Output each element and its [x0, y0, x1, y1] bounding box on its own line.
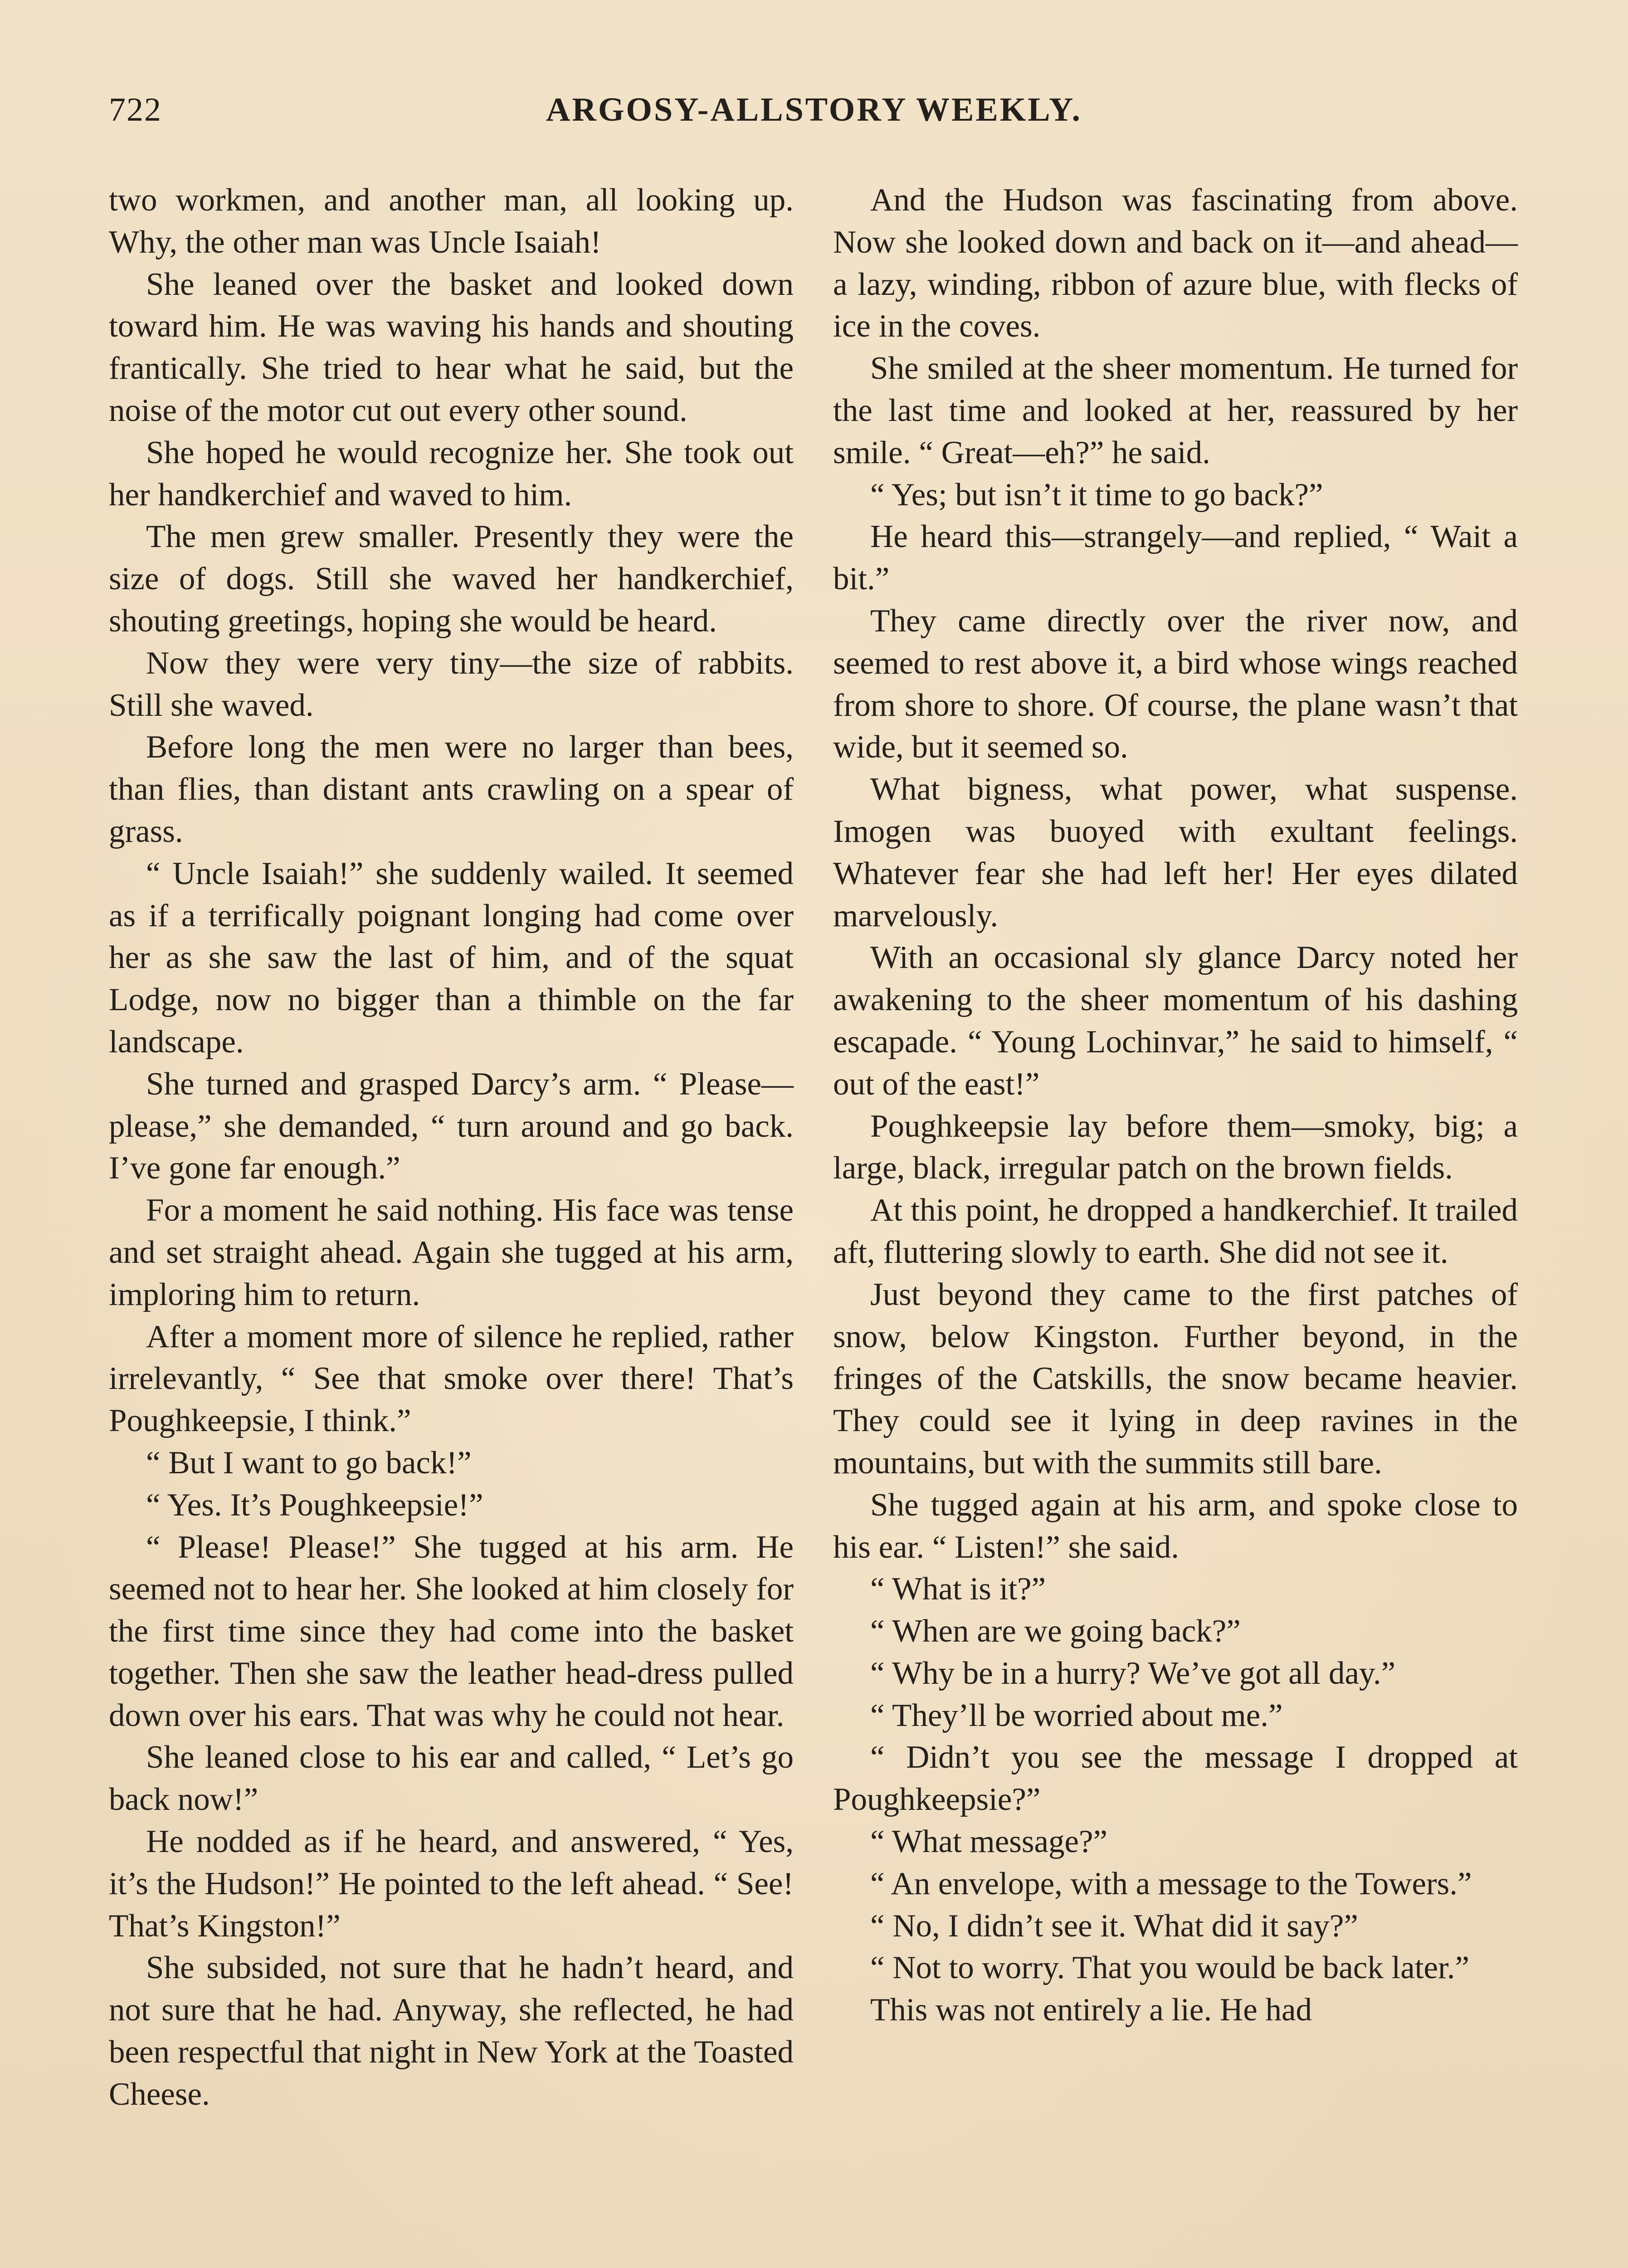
paragraph: Before long the men were no larger than bees, than flies, than distant ants crawling on a spear of grass.: [109, 729, 794, 849]
paragraph: He nodded as if he heard, and answered, “ Yes, it’s the Hudson!” He pointed to the left ahead. “ See! That’s Kingston!”: [109, 1824, 794, 1944]
paragraph: And the Hudson was fascinating from above. Now she looked down and back on it—and ahead—a lazy, winding, ribbon of azure blue, with flecks of ice in the coves.: [833, 182, 1518, 344]
paragraph: He heard this—strangely—and replied, “ Wait a bit.”: [833, 519, 1518, 597]
paragraph: “ When are we going back?”: [870, 1613, 1241, 1649]
paragraph: Now they were very tiny—the size of rabbits. Still she waved.: [109, 645, 794, 723]
paragraph: “ Not to worry. That you would be back later.”: [870, 1950, 1470, 1986]
paragraph: Poughkeepsie lay before them—smoky, big; a large, black, irregular patch on the brown fields.: [833, 1108, 1518, 1186]
paragraph: “ Yes. It’s Poughkeepsie!”: [146, 1487, 483, 1523]
paragraph: “ But I want to go back!”: [146, 1445, 472, 1481]
paragraph: After a moment more of silence he replied, rather irrelevantly, “ See that smoke over there! That’s Poughkeepsie, I think.”: [109, 1319, 794, 1439]
paragraph: She hoped he would recognize her. She took out her handkerchief and waved to him.: [109, 435, 794, 513]
paragraph: “ They’ll be worried about me.”: [870, 1697, 1283, 1733]
paragraph: “ Yes; but isn’t it time to go back?”: [870, 477, 1323, 513]
paragraph: two workmen, and another man, all looking up. Why, the other man was Uncle Isaiah!: [109, 182, 794, 260]
paragraph: This was not entirely a lie. He had: [870, 1992, 1312, 2028]
paragraph: The men grew smaller. Presently they were the size of dogs. Still she waved her handkerchief, shouting greetings, hoping she would be heard.: [109, 519, 794, 639]
paragraph: She smiled at the sheer momentum. He turned for the last time and looked at her, reassured by her smile. “ Great—eh?” he said.: [833, 351, 1518, 470]
paragraph: They came directly over the river now, and seemed to rest above it, a bird whose wings reached from shore to shore. Of course, the plane wasn’t that wide, but it seemed so.: [833, 603, 1518, 765]
paragraph: “ An envelope, with a message to the Towers.”: [870, 1866, 1472, 1901]
paragraph: She leaned close to his ear and called, “ Let’s go back now!”: [109, 1740, 794, 1818]
paragraph: “ Uncle Isaiah!” she suddenly wailed. It seemed as if a terrifically poignant longing had come over her as she saw the last of him, and of the squat Lodge, now no bigger than a thimble on the far landscape.: [109, 855, 794, 1060]
paragraph: What bigness, what power, what suspense. Imogen was buoyed with exultant feelings. Whatever fear she had left her! Her eyes dilated marvelously.: [833, 772, 1518, 934]
paragraph: Just beyond they came to the first patches of snow, below Kingston. Further beyond, in the fringes of the Catskills, the snow became heavier. They could see it lying in deep ravines in the mountains, but with the summits still bare.: [833, 1276, 1518, 1481]
paragraph: “ No, I didn’t see it. What did it say?”: [870, 1908, 1358, 1944]
paragraph: “ Please! Please!” She tugged at his arm. He seemed not to hear her. She looked at him closely for the first time since they had come into the basket together. Then she saw the leather head-dress pulled down over his ears. That was why he could not hear.: [109, 1529, 794, 1733]
paragraph: At this point, he dropped a handkerchief. It trailed aft, fluttering slowly to earth. She did not see it.: [833, 1193, 1518, 1270]
paragraph: With an occasional sly glance Darcy noted her awakening to the sheer momentum of his dashing escapade. “ Young Lochinvar,” he said to himself, “ out of the east!”: [833, 940, 1518, 1102]
paragraph: For a moment he said nothing. His face was tense and set straight ahead. Again she tugged at his arm, imploring him to return.: [109, 1193, 794, 1312]
page-header: [109, 91, 1519, 141]
paragraph: She leaned over the basket and looked down toward him. He was waving his hands and shouting frantically. She tried to hear what he said, but the noise of the motor cut out every other sound.: [109, 266, 794, 428]
right-column: [833, 179, 1518, 2031]
left-column: [109, 179, 794, 2116]
paragraph: “ Why be in a hurry? We’ve got all day.”: [870, 1655, 1396, 1691]
page-number: 722: [109, 91, 162, 128]
paragraph: “ What message?”: [870, 1824, 1108, 1860]
paragraph: “ Didn’t you see the message I dropped at Poughkeepsie?”: [833, 1740, 1518, 1818]
running-head: ARGOSY-ALLSTORY WEEKLY.: [546, 91, 1082, 128]
paragraph: She tugged again at his arm, and spoke close to his ear. “ Listen!” she said.: [833, 1487, 1518, 1565]
paragraph: She turned and grasped Darcy’s arm. “ Please—please,” she demanded, “ turn around and go back. I’ve gone far enough.”: [109, 1066, 794, 1186]
paragraph: She subsided, not sure that he hadn’t heard, and not sure that he had. Anyway, she reflected, he had been respectful that night in New York at the Toasted Cheese.: [109, 1950, 794, 2112]
paragraph: “ What is it?”: [870, 1571, 1046, 1607]
